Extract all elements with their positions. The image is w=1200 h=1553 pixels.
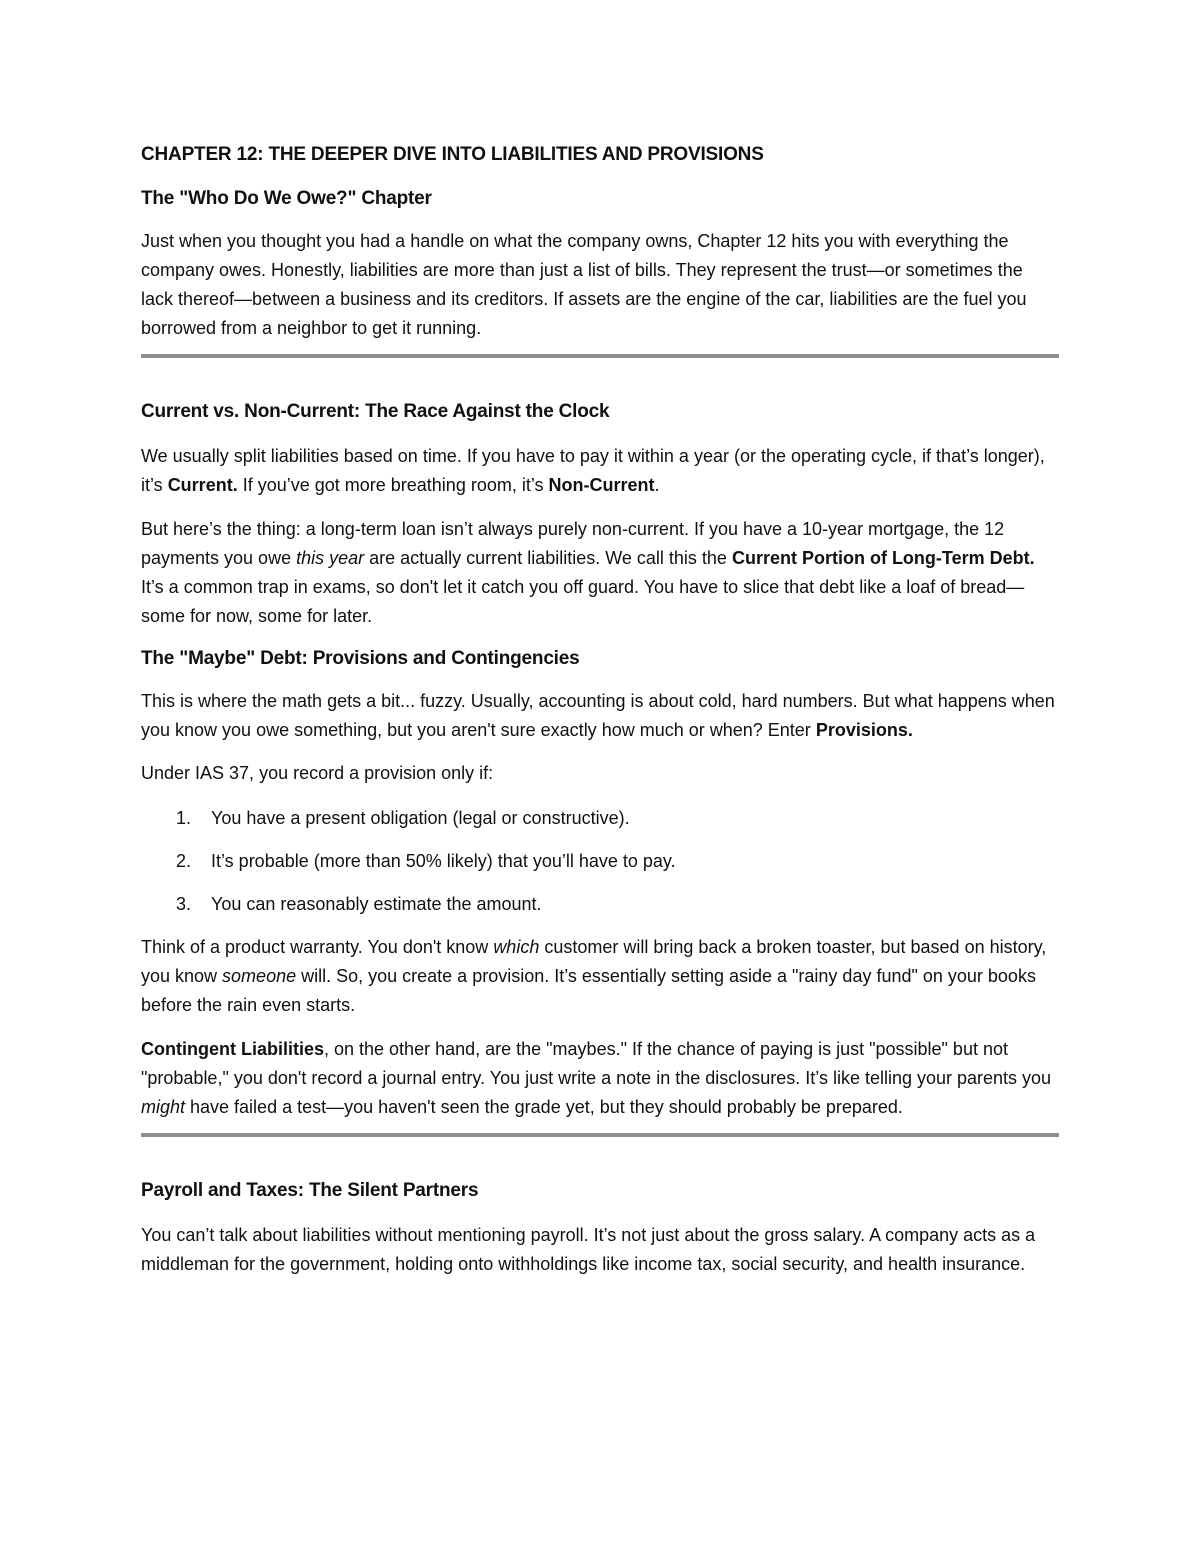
- list-text: It’s probable (more than 50% likely) that you’ll have to pay.: [211, 851, 676, 871]
- list-number: 1.: [176, 808, 192, 828]
- text-run: .: [654, 475, 660, 495]
- document-page: [141, 140, 1059, 1279]
- provision-criteria-list: [141, 804, 1059, 919]
- text-run: If you’ve got more breathing room, it’s: [237, 475, 549, 495]
- text-run: , on the other hand, are the "maybes." If the chance of paying is just "possible" but not "probable," you don't record a journal entry. You just write a note in the disclosures. It’s like telling your parents you: [141, 1039, 1052, 1088]
- italic-text: which: [493, 937, 540, 957]
- text-run: Think of a product warranty. You don't know: [141, 937, 494, 957]
- bold-term-current: Current.: [167, 475, 238, 495]
- list-number: 2.: [176, 851, 192, 871]
- text-run: have failed a test—you haven't seen the grade yet, but they should probably be prepared.: [185, 1097, 903, 1117]
- text-run: are actually current liabilities. We call this the: [364, 548, 732, 568]
- list-number: 3.: [176, 894, 192, 914]
- text-run: But here’s the thing: a long-term loan isn’t always purely non-current. If you have a 10-year mortgage, the 12 payments you owe: [141, 519, 1005, 568]
- list-text: You can reasonably estimate the amount.: [211, 894, 542, 914]
- bold-term-current-portion: Current Portion of Long-Term Debt.: [731, 548, 1035, 568]
- bold-term-contingent-liabilities: Contingent Liabilities: [141, 1039, 324, 1059]
- bold-term-provisions: Provisions.: [815, 720, 913, 740]
- provisions-section-heading: The "Maybe" Debt: Provisions and Contingencies: [141, 648, 580, 669]
- intro-heading: The "Who Do We Owe?" Chapter: [141, 188, 432, 209]
- text-run: will. So, you create a provision. It’s essentially setting aside a "rainy day fund" on your books before the rain even starts.: [141, 966, 1036, 1015]
- provisions-paragraph-2: Under IAS 37, you record a provision only if:: [141, 763, 494, 783]
- current-paragraph-2: [141, 515, 1059, 631]
- chapter-title: CHAPTER 12: THE DEEPER DIVE INTO LIABILITIES AND PROVISIONS: [141, 144, 764, 165]
- italic-text: this year: [296, 548, 365, 568]
- provisions-paragraph-4: [141, 1035, 1059, 1122]
- text-run: customer will bring back a broken toaster, but based on history, you know: [141, 937, 1047, 986]
- current-paragraph-1: [141, 442, 1059, 500]
- text-run: It’s a common trap in exams, so don't let it catch you off guard. You have to slice that debt like a loaf of bread—some for now, some for later.: [141, 577, 1025, 626]
- text-run: We usually split liabilities based on time. If you have to pay it within a year (or the operating cycle, if that’s longer), it’s: [141, 446, 1045, 495]
- list-text: You have a present obligation (legal or constructive).: [211, 808, 630, 828]
- italic-text: might: [141, 1097, 186, 1117]
- payroll-section-heading: Payroll and Taxes: The Silent Partners: [141, 1180, 479, 1201]
- list-item: [141, 804, 1059, 833]
- provisions-paragraph-3: [141, 933, 1059, 1020]
- payroll-paragraph: You can’t talk about liabilities without mentioning payroll. It’s not just about the gross salary. A company acts as a middleman for the government, holding onto withholdings like income tax, social security, and health insurance.: [141, 1225, 1036, 1274]
- provisions-paragraph-1: [141, 687, 1059, 745]
- intro-paragraph: Just when you thought you had a handle on what the company owns, Chapter 12 hits you with everything the company owes. Honestly, liabilities are more than just a list of bills. They represent the trust—or sometimes the lack thereof—between a business and its creditors. If assets are the engine of the car, liabilities are the fuel you borrowed from a neighbor to get it running.: [141, 231, 1027, 338]
- italic-text: someone: [222, 966, 297, 986]
- list-item: [141, 890, 1059, 919]
- horizontal-rule: [141, 1133, 1059, 1137]
- current-section-heading: Current vs. Non-Current: The Race Against the Clock: [141, 401, 610, 422]
- horizontal-rule: [141, 354, 1059, 358]
- list-item: [141, 847, 1059, 876]
- bold-term-non-current: Non-Current: [548, 475, 655, 495]
- text-run: This is where the math gets a bit... fuzzy. Usually, accounting is about cold, hard numbers. But what happens when you know you owe something, but you aren't sure exactly how much or when? Enter: [141, 691, 1055, 740]
